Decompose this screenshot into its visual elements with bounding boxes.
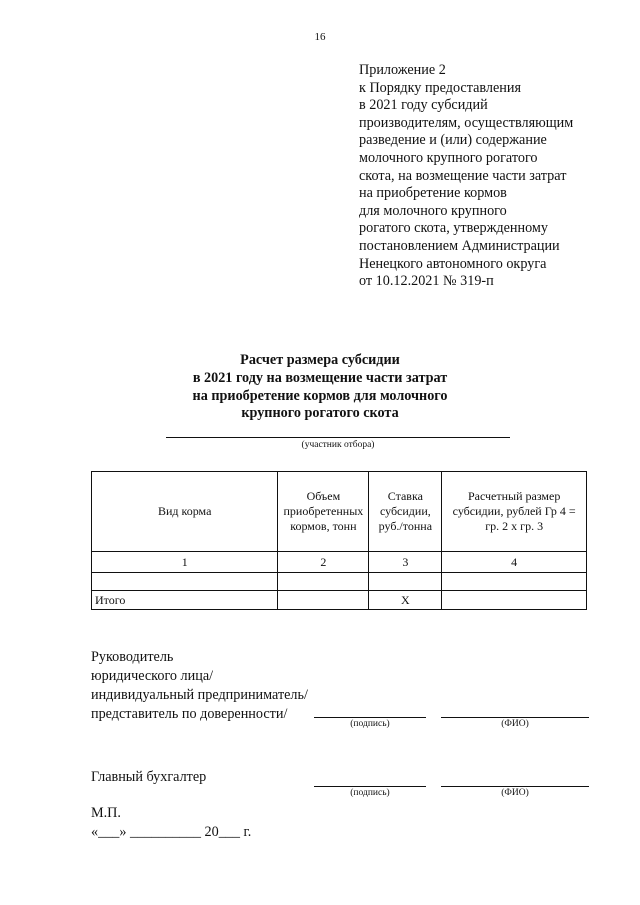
appendix-line: от 10.12.2021 № 319-п (359, 273, 494, 290)
table-cell[interactable] (278, 591, 369, 610)
head-line: индивидуальный предприниматель/ (91, 687, 308, 703)
accountant-name-caption: (ФИО) (501, 788, 529, 798)
column-number: 1 (92, 552, 278, 573)
page-number: 16 (314, 31, 326, 43)
appendix-line: рогатого скота, утвержденному (359, 220, 548, 237)
title-line: в 2021 году на возмещение части затрат (192, 369, 448, 386)
table-cell[interactable] (442, 573, 587, 591)
table-cell[interactable] (369, 573, 442, 591)
head-line: юридического лица/ (91, 668, 214, 684)
subsidy-calculation-table (91, 471, 587, 610)
table-cell[interactable] (278, 573, 369, 591)
table-header-row (92, 472, 587, 552)
head-line: Руководитель (91, 649, 174, 665)
appendix-line: разведение и (или) содержание (359, 132, 547, 149)
table-column-numbers-row (92, 552, 587, 573)
header-rate: Ставка субсидии, руб./тонна (369, 472, 442, 552)
head-name-caption: (ФИО) (501, 719, 529, 729)
appendix-line: производителям, осуществляющим (359, 114, 574, 131)
appendix-line: в 2021 году субсидий (359, 97, 488, 114)
appendix-reference (359, 62, 629, 291)
title-line: Расчет размера субсидии (240, 352, 400, 368)
head-line: представитель по доверенности/ (91, 706, 288, 722)
appendix-line: к Порядку предоставления (359, 79, 521, 96)
header-feed-type: Вид корма (92, 472, 278, 552)
participant-blank-line[interactable] (166, 437, 510, 438)
head-name-line[interactable] (441, 717, 589, 718)
appendix-line: Приложение 2 (359, 62, 446, 78)
column-number: 2 (278, 552, 369, 573)
title-line: на приобретение кормов для молочного (192, 387, 448, 404)
accountant-signature-line[interactable] (314, 786, 426, 787)
document-title (150, 352, 490, 423)
column-number: 3 (369, 552, 442, 573)
head-signature-label (91, 648, 308, 724)
table-row (92, 573, 587, 591)
date-line: «___» __________ 20___ г. (91, 824, 252, 840)
head-signature-line[interactable] (314, 717, 426, 718)
head-signature-caption: (подпись) (350, 719, 390, 729)
appendix-line: Ненецкого автономного округа (359, 255, 547, 272)
appendix-line: молочного крупного рогатого (359, 149, 538, 166)
table-cell[interactable] (442, 591, 587, 610)
header-amount: Расчетный размер субсидии, рублей Гр 4 = гр. 2 x гр. 3 (442, 472, 587, 552)
title-line: крупного рогатого скота (241, 405, 399, 422)
table-cell[interactable] (92, 573, 278, 591)
total-label: Итого (92, 591, 278, 610)
accountant-signature-caption: (подпись) (350, 788, 390, 798)
total-x-mark: X (369, 591, 442, 610)
participant-caption: (участник отбора) (301, 440, 375, 450)
appendix-line: скота, на возмещение части затрат (359, 167, 567, 184)
header-volume: Объем приобретенных кормов, тонн (278, 472, 369, 552)
accountant-label: Главный бухгалтер (91, 769, 207, 785)
table-total-row (92, 591, 587, 610)
appendix-line: на приобретение кормов (359, 185, 507, 202)
appendix-line: для молочного крупного (359, 202, 507, 219)
column-number: 4 (442, 552, 587, 573)
stamp-label: М.П. (91, 805, 121, 821)
appendix-line: постановлением Администрации (359, 237, 560, 254)
accountant-name-line[interactable] (441, 786, 589, 787)
